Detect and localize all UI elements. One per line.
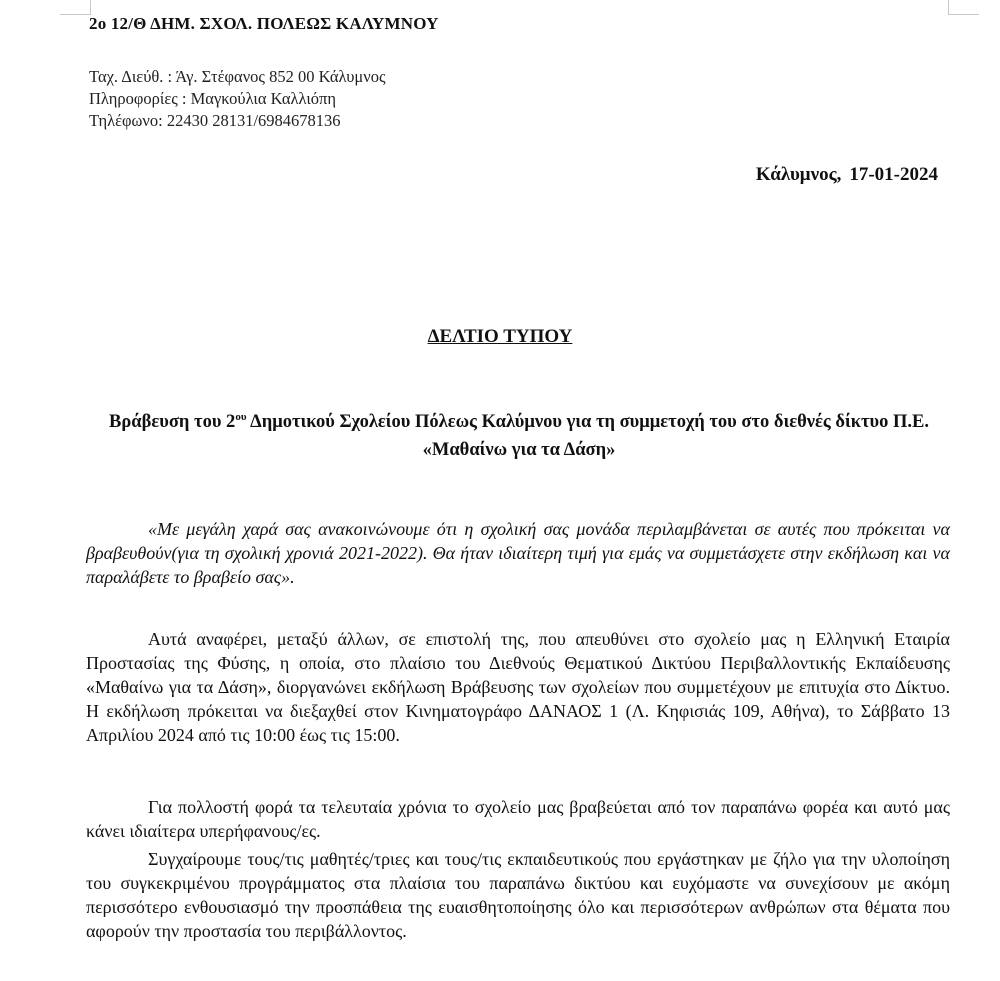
margin-corner-mark-left [60, 0, 91, 15]
paragraph-3-text: Συγχαίρουμε τους/τις μαθητές/τριες και τους/τις εκπαιδευτικούς που εργάστηκαν με ζήλο για την υλοποίηση του συγκεκριμένου προγράμματος στα πλαίσια του παραπάνω δικτύου και ευχόμαστε να συνεχίσουν με ακόμη περισσότερο ενθουσιασμό την προσπάθεια της ευαισθητοποίησης όλο και περισσότερων ανθρώπων στα θέματα που αφορούν την προστασία του περιβάλλοντος. [86, 849, 950, 941]
subject-text-start: Βράβευση του 2 [109, 412, 236, 432]
subject-text-end: Δημοτικού Σχολείου Πόλεως Καλύμνου για τη συμμετοχή του στο διεθνές δίκτυο Π.Ε. «Μαθαίνω για τα Δάση» [246, 412, 929, 460]
quote-text: «Με μεγάλη χαρά σας ανακοινώνουμε ότι η σχολική σας μονάδα περιλαμβάνεται σε αυτές που πρόκειται να βραβευθούν(για τη σχολική χρονιά 2021-2022). Θα ήταν ιδιαίτερη τιμή για εμάς να συμμετάσχετε στην εκδήλωση και να παραλάβετε το βραβείο σας». [86, 519, 950, 587]
paragraph-1-text: Αυτά αναφέρει, μεταξύ άλλων, σε επιστολή της, που απευθύνει στο σχολείο μας η Ελληνική Εταιρία Προστασίας της Φύσης, η οποία, στο πλαίσιο του Διεθνούς Θεματικού Δικτύου Περιβαλλοντικής Εκπαίδευσης «Μαθαίνω για τα Δάση», διοργανώνει εκδήλωση Βράβευσης των σχολείων που συμμετέχουν με επιτυχία στο Δίκτυο. Η εκδήλωση πρόκειται να διεξαχθεί στον Κινηματογράφο ΔΑΝΑΟΣ 1 (Λ. Κηφισιάς 109, Αθήνα), το Σάββατο 13 Απριλίου 2024 από τις 10:00 έως τις 15:00. [86, 629, 950, 745]
paragraph-2-text: Για πολλοστή φορά τα τελευταία χρόνια το σχολείο μας βραβεύεται από τον παραπάνω φορέα και αυτό μας κάνει ιδιαίτερα υπερήφανους/ες. [86, 797, 950, 841]
document-title: ΔΕΛΤΙΟ ΤΥΠΟΥ [427, 326, 573, 347]
school-name: 2ο 12/Θ ΔΗΜ. ΣΧΟΛ. ΠΟΛΕΩΣ ΚΑΛΥΜΝΟΥ [89, 14, 439, 33]
body-paragraph-3 [86, 847, 950, 943]
ordinal-superscript: ου [235, 411, 247, 423]
postal-address: Ταχ. Διεύθ. : Άγ. Στέφανος 852 00 Κάλυμνος [89, 67, 386, 86]
contact-block [89, 66, 385, 132]
quoted-paragraph [86, 517, 950, 589]
margin-corner-mark-right [948, 0, 979, 15]
place: Κάλυμνος, [755, 164, 842, 185]
date: 17-01-2024 [849, 164, 938, 185]
phone-number: Τηλέφωνο: 22430 28131/6984678136 [89, 111, 341, 130]
subject-heading [84, 408, 954, 464]
contact-person: Πληροφορίες : Μαγκούλια Καλλιόπη [89, 89, 337, 108]
body-paragraph-2 [86, 795, 950, 843]
body-paragraph-1 [86, 627, 950, 747]
place-date [756, 164, 938, 186]
